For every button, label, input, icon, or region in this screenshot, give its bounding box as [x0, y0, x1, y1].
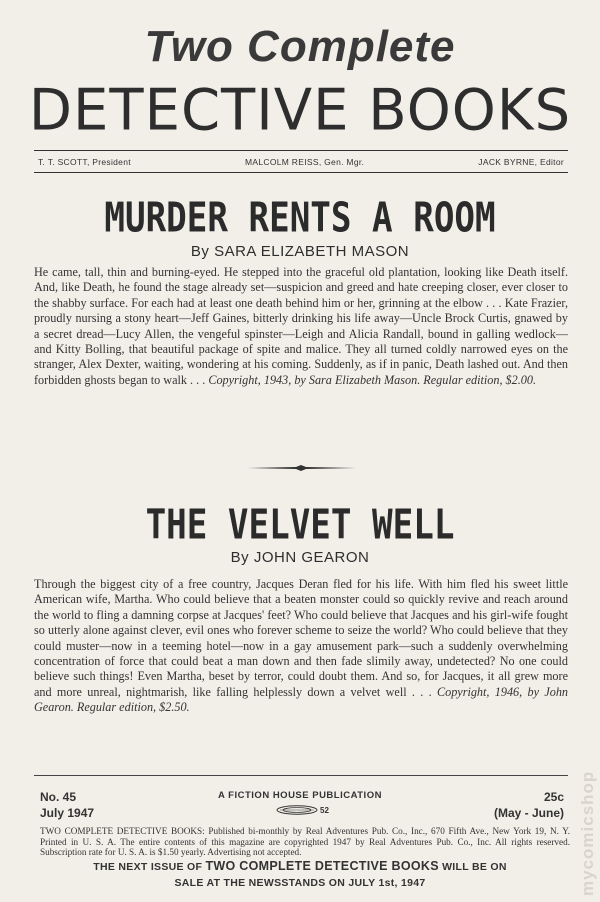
story1-blurb	[34, 265, 568, 388]
story1-title: MURDER RENTS A ROOM	[104, 194, 496, 243]
issue-date: July 1947	[40, 806, 95, 820]
next-issue-post: WILL BE ON	[442, 861, 507, 873]
next-issue-line1	[40, 858, 560, 875]
issue-info	[40, 789, 94, 821]
fine-print: TWO COMPLETE DETECTIVE BOOKS: Published bi-monthly by Real Adventures Pub. Co., Inc., 670 Fifth Ave., New York 19, N. Y. Printed in U. S. A. The entire contents of this magazine are copyrighted 1947 by Real Adventures Pub. Co., Inc. All rights reserved. Subscription rate for U. S. A. is $1.50 yearly. Advertising not accepted.	[40, 826, 570, 857]
story1-copyright: Copyright, 1943, by Sara Elizabeth Mason. Regular edition, $2.00.	[208, 372, 537, 387]
story1-byline: By SARA ELIZABETH MASON	[190, 243, 410, 260]
footer-rule	[34, 775, 568, 776]
staff-editor: JACK BYRNE, Editor	[478, 157, 564, 167]
union-label-icon	[276, 805, 318, 815]
story2-byline: By JOHN GEARON	[230, 549, 370, 566]
next-issue-title: TWO COMPLETE DETECTIVE BOOKS	[205, 859, 439, 873]
site-watermark: mycomicshop	[578, 770, 597, 896]
masthead-rule-top	[34, 150, 568, 151]
story2-blurb	[34, 577, 568, 716]
staff-line	[38, 157, 564, 167]
story1-blurb-text: He came, tall, thin and burning-eyed. He stepped into the graceful old plantation, looking like Death itself. And, like Death, he found the stage already set—suspicion and greed and hate creeping closer, ever closer to the shabby surface. For each had at least one death behind him or her, grinning at the elbow . . . Kate Frazier, proudly nursing a stony heart—Jeff Gaines, bitterly drinking his life away—Uncle Brock Curtis, gnawed by a secret dread—Lucy Allen, the vengeful spinster—Leigh and Alicia Randall, bound in galling wedlock—and Kitty Bolling, that beautiful package of spite and malice. They all turned coldly narrowed eyes on the stranger, Alex Dexter, waiting, wondering at his coming. Suddenly, as if in panic, Death lashed out. And then forbidden ghosts began to walk . . .	[34, 265, 568, 387]
story2-blurb-text: Through the biggest city of a free country, Jacques Deran fled for his life. With him fled his sweet little American wife, Martha. Who could believe that a beaten monster could so quickly revive and reach around the world to fling a damning corpse at Jacques' feet? Who could believe that Jacques and his girl-wife fought so utterly alone against clever, evil ones who forever scheme to seize the world? Who could believe that they could muster—now in a teeming hotel—now in a gay amusement park—such a suddenly overwhelming concentration of force that could beat a man down and then fade slimily away, undetected? No one could believe such things! Even Martha, beset by terror, could doubt them. And so, for Jacques, it all grew more and more unreal, nightmarish, like falling helplessly down a velvet well . . .	[34, 577, 568, 699]
story2-copyright: Copyright, 1946, by John Gearon. Regular edition, $2.50.	[34, 684, 569, 715]
next-issue-line2: SALE AT THE NEWSSTANDS ON JULY 1st, 1947	[174, 877, 426, 889]
issue-number: No. 45	[40, 790, 77, 804]
price: 25c	[543, 790, 564, 804]
next-issue-notice	[40, 858, 560, 891]
story2-title: THE VELVET WELL	[145, 501, 455, 550]
masthead-line1: Two Complete	[144, 22, 456, 71]
union-label-number: 52	[320, 805, 329, 815]
publisher-line: A FICTION HOUSE PUBLICATION	[218, 790, 382, 801]
masthead-rule-bottom	[34, 172, 568, 173]
period: (May - June)	[493, 806, 564, 820]
section-divider	[246, 465, 356, 471]
union-label	[276, 805, 329, 815]
next-issue-pre: THE NEXT ISSUE OF	[93, 861, 203, 873]
masthead-line2: DETECTIVE BOOKS	[28, 77, 572, 144]
price-info	[494, 789, 564, 821]
staff-president: T. T. SCOTT, President	[38, 157, 131, 167]
staff-manager: MALCOLM REISS, Gen. Mgr.	[245, 157, 365, 167]
